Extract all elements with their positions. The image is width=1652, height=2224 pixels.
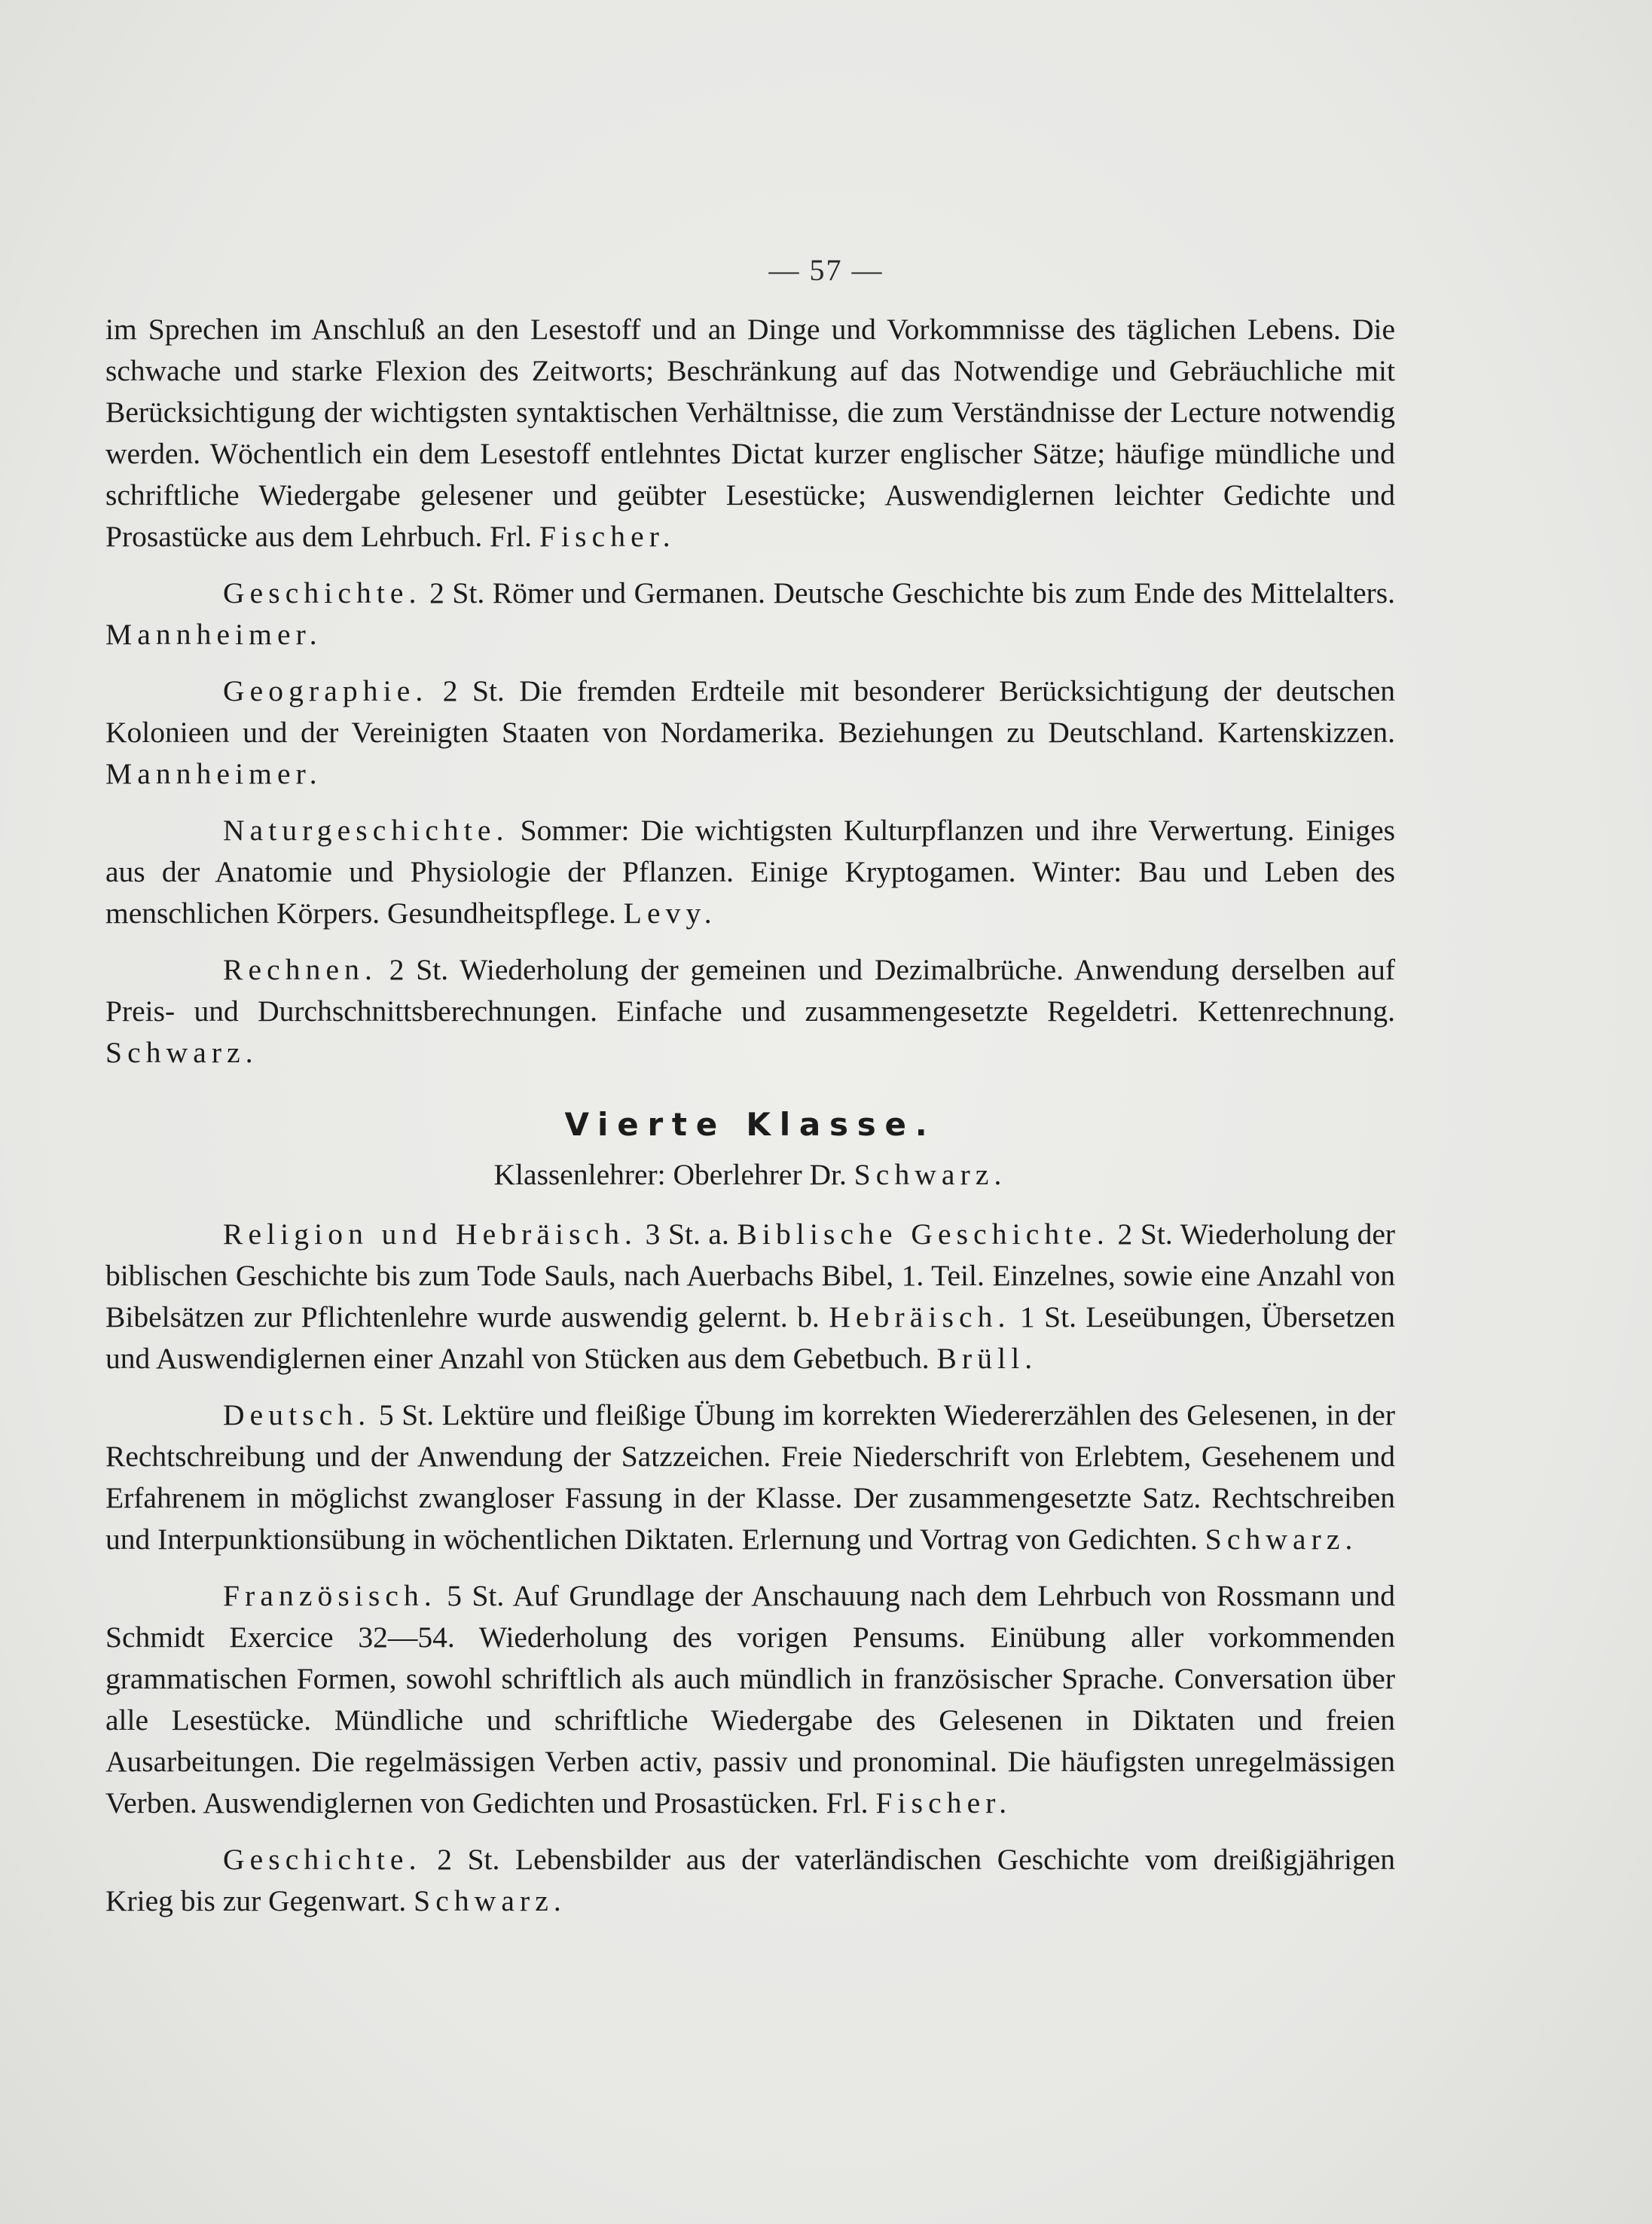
teacher-name: Fischer. — [539, 520, 676, 553]
paragraph-english-continuation — [105, 309, 1395, 558]
sub-subject-heading: Hebräisch. — [829, 1300, 1011, 1333]
teacher-prefix: Frl. — [826, 1786, 869, 1819]
teacher-name: Schwarz. — [414, 1884, 566, 1917]
paragraph-text: 2 St. Wiederholung der biblischen Geschichte bis zum Tode Sauls, nach Auerbachs Bibel, 1. Teil. Einzelnes, sowie eine Anzahl von Bibelsätzen zur Pflichtenlehre wurde auswendig gelernt. b. — [105, 1217, 1395, 1333]
teacher-prefix: Frl. — [490, 520, 533, 553]
hours-text: 3 St. a. — [645, 1217, 729, 1251]
page-number: — 57 — — [768, 253, 884, 287]
subject-heading: Rechnen. — [223, 953, 377, 986]
paragraph-deutsch — [105, 1395, 1395, 1560]
paragraph-text: im Sprechen im Anschluß an den Lesestoff und an Dinge und Vorkommnisse des täglichen Lebens. Die schwache und starke Flexion des Zeitworts; Beschränkung auf das Notwendige und Gebräuchliche mit Berücksichtigung der wichtigsten syntaktischen Verhältnisse, die zum Verständnisse der Lecture notwendig werden. Wöchentlich ein dem Lesestoff entlehntes Dictat kurzer englischer Sätze; häufige mündliche und schriftliche Wiedergabe gelesener und geübter Lesestücke; Auswendiglernen leichter Gedichte und Prosastücke aus dem Lehrbuch. — [105, 313, 1395, 553]
paragraph-text: 2 St. Lebensbilder aus der vaterländischen Geschichte vom dreißigjährigen Krieg bis zur Gegenwart. — [105, 1843, 1396, 1917]
teacher-name: Levy. — [623, 897, 717, 930]
paragraph-franzoesisch — [105, 1575, 1395, 1824]
subject-heading: Französisch. — [223, 1579, 437, 1612]
paragraph-text: 5 St. Auf Grundlage der Anschauung nach dem Lehrbuch von Rossmann und Schmidt Exercice 32—54. Wiederholung des vorigen Pensums. Einübung aller vorkommenden grammatischen Formen, sowohl schriftlich als auch mündlich in französischer Sprache. Conversation über alle Lesestücke. Mündliche und schriftliche Wiedergabe des Gelesenen in Diktaten und freien Ausarbeitungen. Die regelmässigen Verben activ, passiv und pronominal. Die häufigsten unregelmässigen Verben. Auswendiglernen von Gedichten und Prosastücken. — [105, 1579, 1396, 1819]
class-teacher-line — [105, 1154, 1395, 1196]
paragraph-text: 1 St. Leseübungen, Übersetzen und Auswendiglernen einer Anzahl von Stücken aus dem Gebetbuch. — [105, 1300, 1395, 1375]
teacher-name: Schwarz. — [1205, 1523, 1358, 1556]
teacher-name: Mannheimer. — [105, 757, 322, 790]
section-title: Vierte Klasse. — [564, 1106, 936, 1143]
paragraph-text: 2 St. Die fremden Erdteile mit besonderer Berücksichtigung der deutschen Kolonieen und der Vereinigten Staaten von Nordamerika. Beziehungen zu Deutschland. Kartenskizzen. — [105, 674, 1396, 749]
paragraph-geschichte-vierte — [105, 1839, 1395, 1922]
subject-heading: Deutsch. — [223, 1398, 371, 1431]
paragraph-geographie — [105, 671, 1395, 795]
class-teacher-name: Schwarz. — [853, 1158, 1007, 1191]
teacher-name: Schwarz. — [105, 1036, 258, 1069]
paragraph-religion — [105, 1214, 1395, 1379]
teacher-name: Mannheimer. — [105, 618, 322, 651]
paragraph-naturgeschichte — [105, 810, 1395, 934]
body-text — [105, 309, 1395, 1937]
paragraph-text: 5 St. Lektüre und fleißige Übung im korrekten Wiedererzählen des Gelesenen, in der Rechtschreibung und der Anwendung der Satzzeichen. Freie Niederschrift von Erlebtem, Gesehenem und Erfahrenem in möglichst zwangloser Fassung in der Klasse. Der zusammengesetzte Satz. Rechtschreiben und Interpunktionsübung in wöchentlichen Diktaten. Erlernung und Vortrag von Gedichten. — [105, 1398, 1395, 1556]
subject-heading: Naturgeschichte. — [223, 814, 509, 847]
subject-heading: Geographie. — [223, 674, 429, 707]
paragraph-geschichte — [105, 573, 1395, 655]
class-teacher-label: Klassenlehrer: Oberlehrer Dr. — [493, 1158, 847, 1191]
paragraph-rechnen — [105, 949, 1395, 1074]
paragraph-text: Sommer: Die wichtigsten Kulturpflanzen und ihre Verwertung. Einiges aus der Anatomie und Physiologie der Pflanzen. Einige Kryptogamen. Winter: Bau und Leben des menschlichen Körpers. Gesundheitspflege. — [105, 814, 1395, 930]
sub-subject-heading: Biblische Geschichte. — [737, 1217, 1110, 1251]
paragraph-text: 2 St. Römer und Germanen. Deutsche Geschichte bis zum Ende des Mittelalters. — [429, 576, 1396, 609]
teacher-name: Brüll. — [936, 1342, 1038, 1375]
subject-heading: Geschichte. — [223, 1843, 422, 1876]
teacher-name: Fischer. — [875, 1786, 1012, 1819]
paragraph-text: 2 St. Wiederholung der gemeinen und Dezimalbrüche. Anwendung derselben auf Preis- und Durchschnittsberechnungen. Einfache und zusammengesetzte Regeldetri. Kettenrechnung. — [105, 953, 1395, 1028]
subject-heading: Geschichte. — [223, 576, 422, 609]
subject-heading: Religion und Hebräisch. — [223, 1217, 638, 1251]
